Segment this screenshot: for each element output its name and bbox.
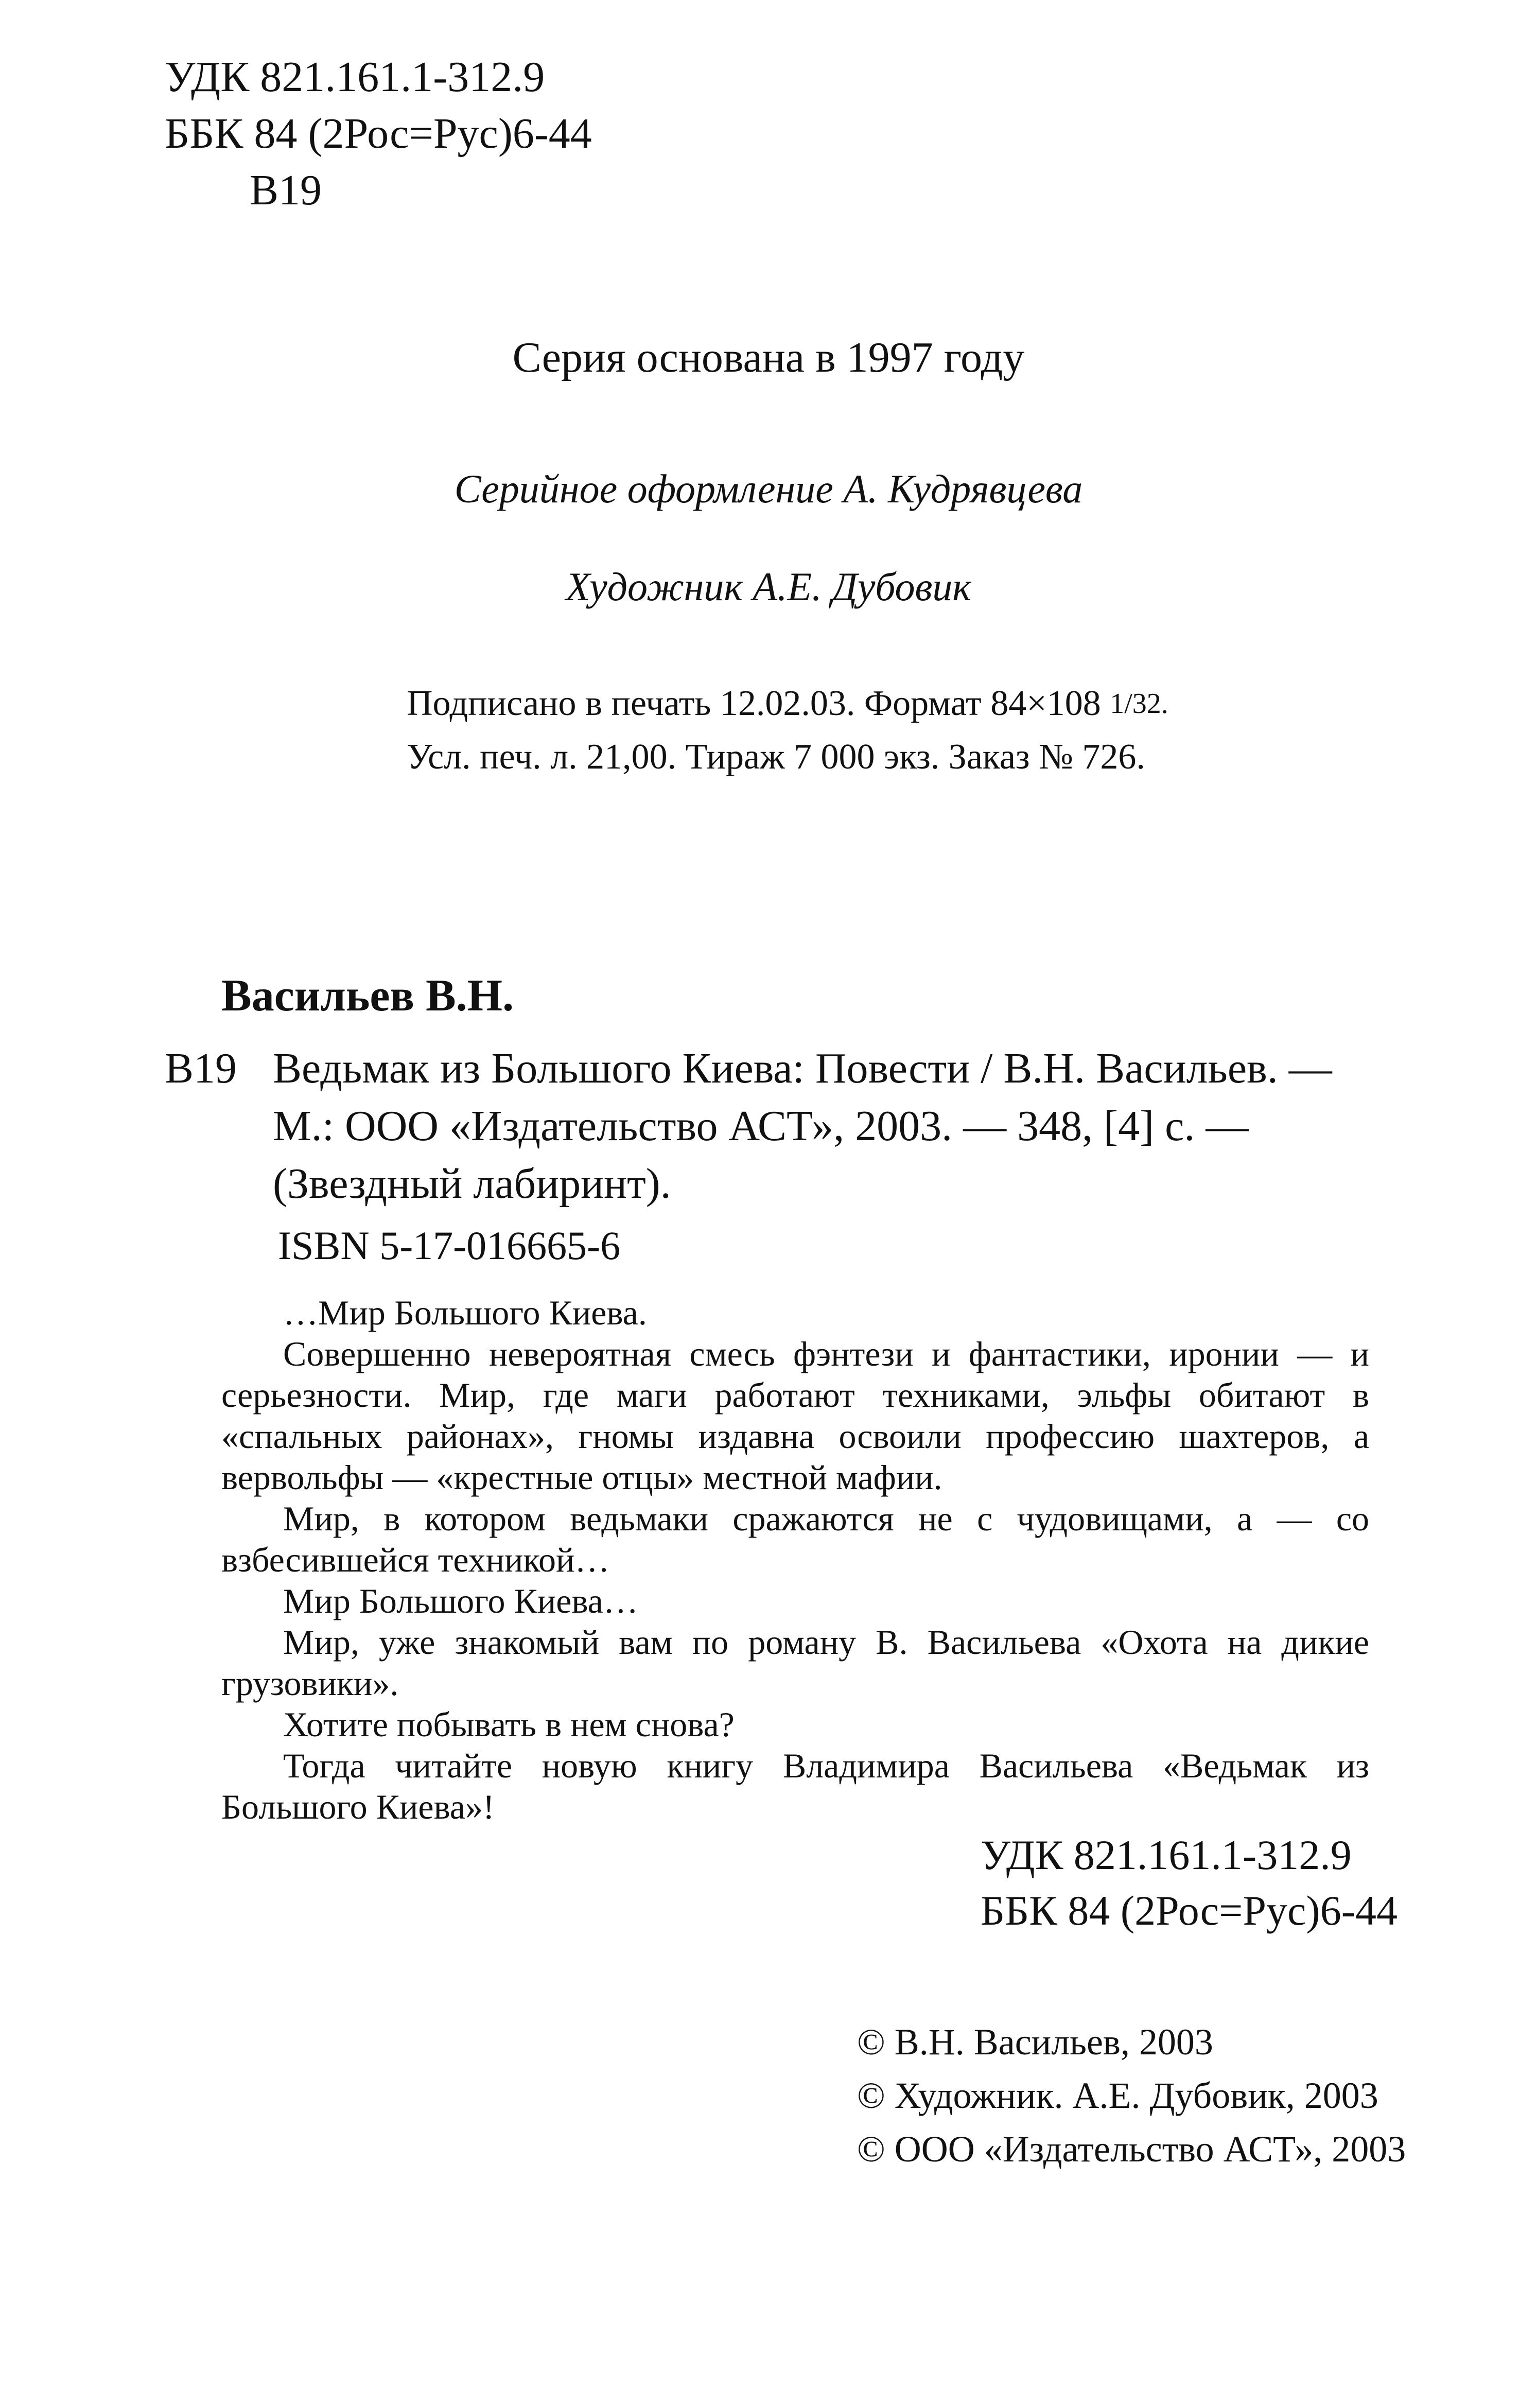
print-info — [407, 677, 1168, 784]
copyright-line: © В.Н. Васильев, 2003 — [857, 2021, 1213, 2063]
artist-credit: Художник А.Е. Дубовик — [566, 564, 971, 609]
isbn: ISBN 5-17-016665-6 — [278, 1223, 621, 1268]
bibliographic-description — [165, 1040, 1369, 1213]
annotation-paragraph: Мир Большого Киева… — [283, 1581, 638, 1620]
print-info-format: Подписано в печать 12.02.03. Формат 84×108 — [407, 684, 1110, 723]
annotation-paragraph: Тогда читайте новую книгу Владимира Васильева «Ведьмак из Большого Киева»! — [221, 1746, 1369, 1826]
print-info-fraction: 1/32. — [1110, 688, 1168, 720]
copyright-line: © Художник. А.Е. Дубовик, 2003 — [857, 2075, 1378, 2116]
annotation-paragraph: …Мир Большого Киева. — [283, 1293, 647, 1332]
footer-classification-codes — [981, 1827, 1398, 1939]
footer-udk-code: УДК 821.161.1-312.9 — [981, 1831, 1352, 1878]
udk-code: УДК 821.161.1-312.9 — [165, 53, 545, 101]
bibliography-code: В19 — [165, 1044, 237, 1092]
copyright-line: © ООО «Издательство АСТ», 2003 — [857, 2128, 1406, 2170]
series-design-credit: Серийное оформление А. Кудрявцева — [454, 466, 1083, 511]
author-mark: В19 — [250, 166, 322, 214]
bibliography-text: Ведьмак из Большого Киева: Повести / В.Н. Васильев. — М.: ООО «Издательство АСТ», 2003. — 348, [4] с. — (Звездный лабиринт). — [273, 1044, 1332, 1208]
annotation — [221, 1292, 1369, 1827]
copyright-block — [857, 2015, 1406, 2176]
annotation-paragraph: Совершенно невероятная смесь фэнтези и фантастики, иронии — и серьезности. Мир, где маги работают техниками, эльфы обитают в «спальных районах», гномы издавна освоили профессию шахтеров, а вервольфы — «крестные отцы» местной мафии. — [221, 1334, 1369, 1497]
bbk-code: ББК 84 (2Рос=Рус)6-44 — [165, 110, 592, 158]
bibliography-author: Васильев В.Н. — [221, 971, 514, 1021]
print-info-line-2: Усл. печ. л. 21,00. Тираж 7 000 экз. Заказ № 726. — [407, 737, 1145, 777]
annotation-paragraph: Мир, уже знакомый вам по роману В. Васильева «Охота на дикие грузовики». — [221, 1622, 1369, 1703]
series-note: Серия основана в 1997 году — [512, 334, 1025, 381]
footer-bbk-code: ББК 84 (2Рос=Рус)6-44 — [981, 1887, 1398, 1934]
annotation-paragraph: Хотите побывать в нем снова? — [283, 1705, 735, 1744]
annotation-paragraph: Мир, в котором ведьмаки сражаются не с чудовищами, а — со взбесившейся техникой… — [221, 1499, 1369, 1579]
header-classification-codes — [165, 49, 592, 219]
print-info-line-1 — [407, 677, 1168, 730]
